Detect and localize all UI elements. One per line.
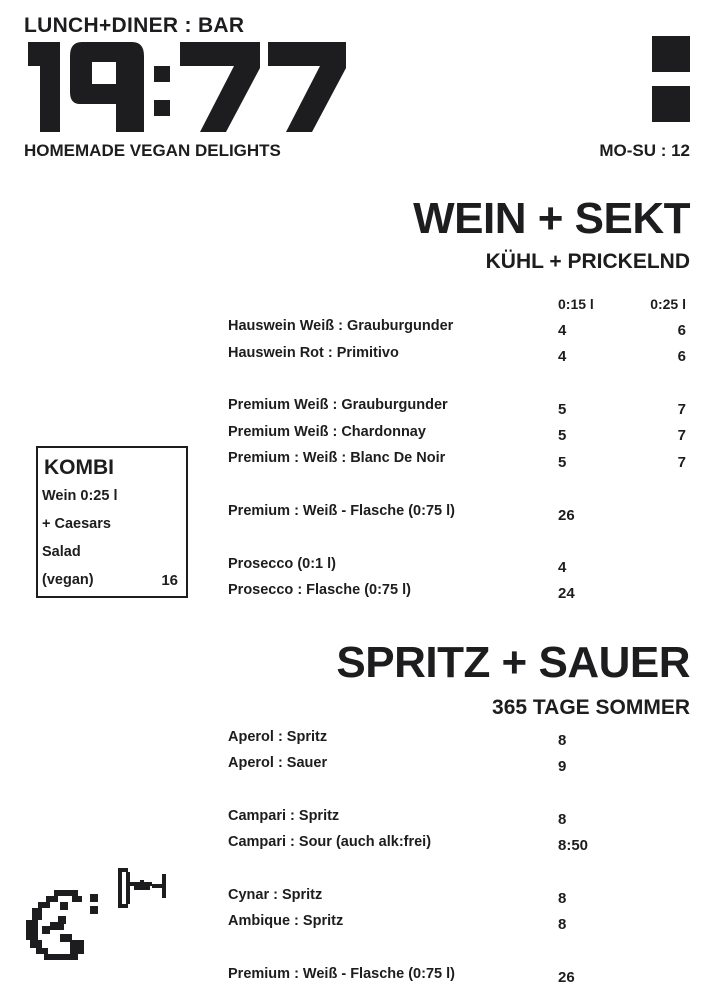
menu-item-price-small: 5 xyxy=(558,454,567,471)
menu-item-price-large: 6 xyxy=(677,322,686,339)
menu-item-price: 8 xyxy=(558,890,567,907)
menu-item-name: Aperol : Spritz xyxy=(228,729,328,745)
opening-hours: MO-SU : 12 xyxy=(599,141,690,160)
kombi-line: Wein 0:25 l xyxy=(42,488,118,504)
menu-item-name: Ambique : Spritz xyxy=(228,913,344,929)
section-subtitle-spritz: 365 TAGE SOMMER xyxy=(492,696,690,719)
section-subtitle-wein: KÜHL + PRICKELND xyxy=(485,250,690,273)
menu-item-price: 26 xyxy=(558,969,575,986)
menu-item-price: 8 xyxy=(558,811,567,828)
menu-item-price-small: 5 xyxy=(558,401,567,418)
menu-item-price-small: 5 xyxy=(558,427,567,444)
menu-item-name: Premium : Weiß - Flasche (0:75 l) xyxy=(228,503,455,519)
menu-item-name: Prosecco : Flasche (0:75 l) xyxy=(228,582,411,598)
menu-item-price: 8 xyxy=(558,916,567,933)
menu-item-price-large: 7 xyxy=(677,401,686,418)
menu-item-name: Campari : Spritz xyxy=(228,808,340,824)
kombi-price: 16 xyxy=(161,572,178,589)
kombi-line: Salad xyxy=(42,544,81,560)
kombi-line: + Caesars xyxy=(42,516,111,532)
menu-item-price: 9 xyxy=(558,758,567,775)
kombi-offer-box xyxy=(36,446,188,598)
menu-item-name: Prosecco (0:1 l) xyxy=(228,556,336,572)
menu-item-name: Premium : Weiß : Blanc De Noir xyxy=(228,450,446,466)
menu-item-name: Hauswein Rot : Primitivo xyxy=(228,345,399,361)
colon-mark-icon xyxy=(652,36,690,122)
menu-item-price-large: 7 xyxy=(677,454,686,471)
kombi-line: (vegan) xyxy=(42,572,94,588)
menu-item-name: Premium Weiß : Grauburgunder xyxy=(228,397,448,413)
menu-item-price: 4 xyxy=(558,559,567,576)
menu-item-name: Premium : Weiß - Flasche (0:75 l) xyxy=(228,966,455,982)
menu-item-price: 8 xyxy=(558,732,567,749)
menu-item-price: 26 xyxy=(558,507,575,524)
menu-item-price-small: 4 xyxy=(558,322,567,339)
menu-item-price-small: 4 xyxy=(558,348,567,365)
tagline: HOMEMADE VEGAN DELIGHTS xyxy=(24,141,281,160)
section-title-wein: WEIN + SEKT xyxy=(413,194,690,243)
menu-item-name: Cynar : Spritz xyxy=(228,887,323,903)
kombi-title: KOMBI xyxy=(44,456,114,479)
menu-item-name: Campari : Sour (auch alk:frei) xyxy=(228,834,432,850)
menu-item-price-large: 7 xyxy=(677,427,686,444)
menu-item-name: Hauswein Weiß : Grauburgunder xyxy=(228,318,454,334)
section-title-spritz: SPRITZ + SAUER xyxy=(336,638,690,687)
menu-item-price: 24 xyxy=(558,585,575,602)
logo-19-77 xyxy=(20,32,350,142)
menu-item-name: Aperol : Sauer xyxy=(228,755,328,771)
menu-item-name: Premium Weiß : Chardonnay xyxy=(228,424,426,440)
restaurant-type: LUNCH+DINER : BAR xyxy=(24,14,245,37)
menu-item-price: 8:50 xyxy=(558,837,589,854)
column-header-large: 0:25 l xyxy=(650,296,686,312)
column-header-small: 0:15 l xyxy=(558,296,594,312)
menu-item-price-large: 6 xyxy=(677,348,686,365)
pixel-pacman-cocktail-icon xyxy=(20,860,180,980)
